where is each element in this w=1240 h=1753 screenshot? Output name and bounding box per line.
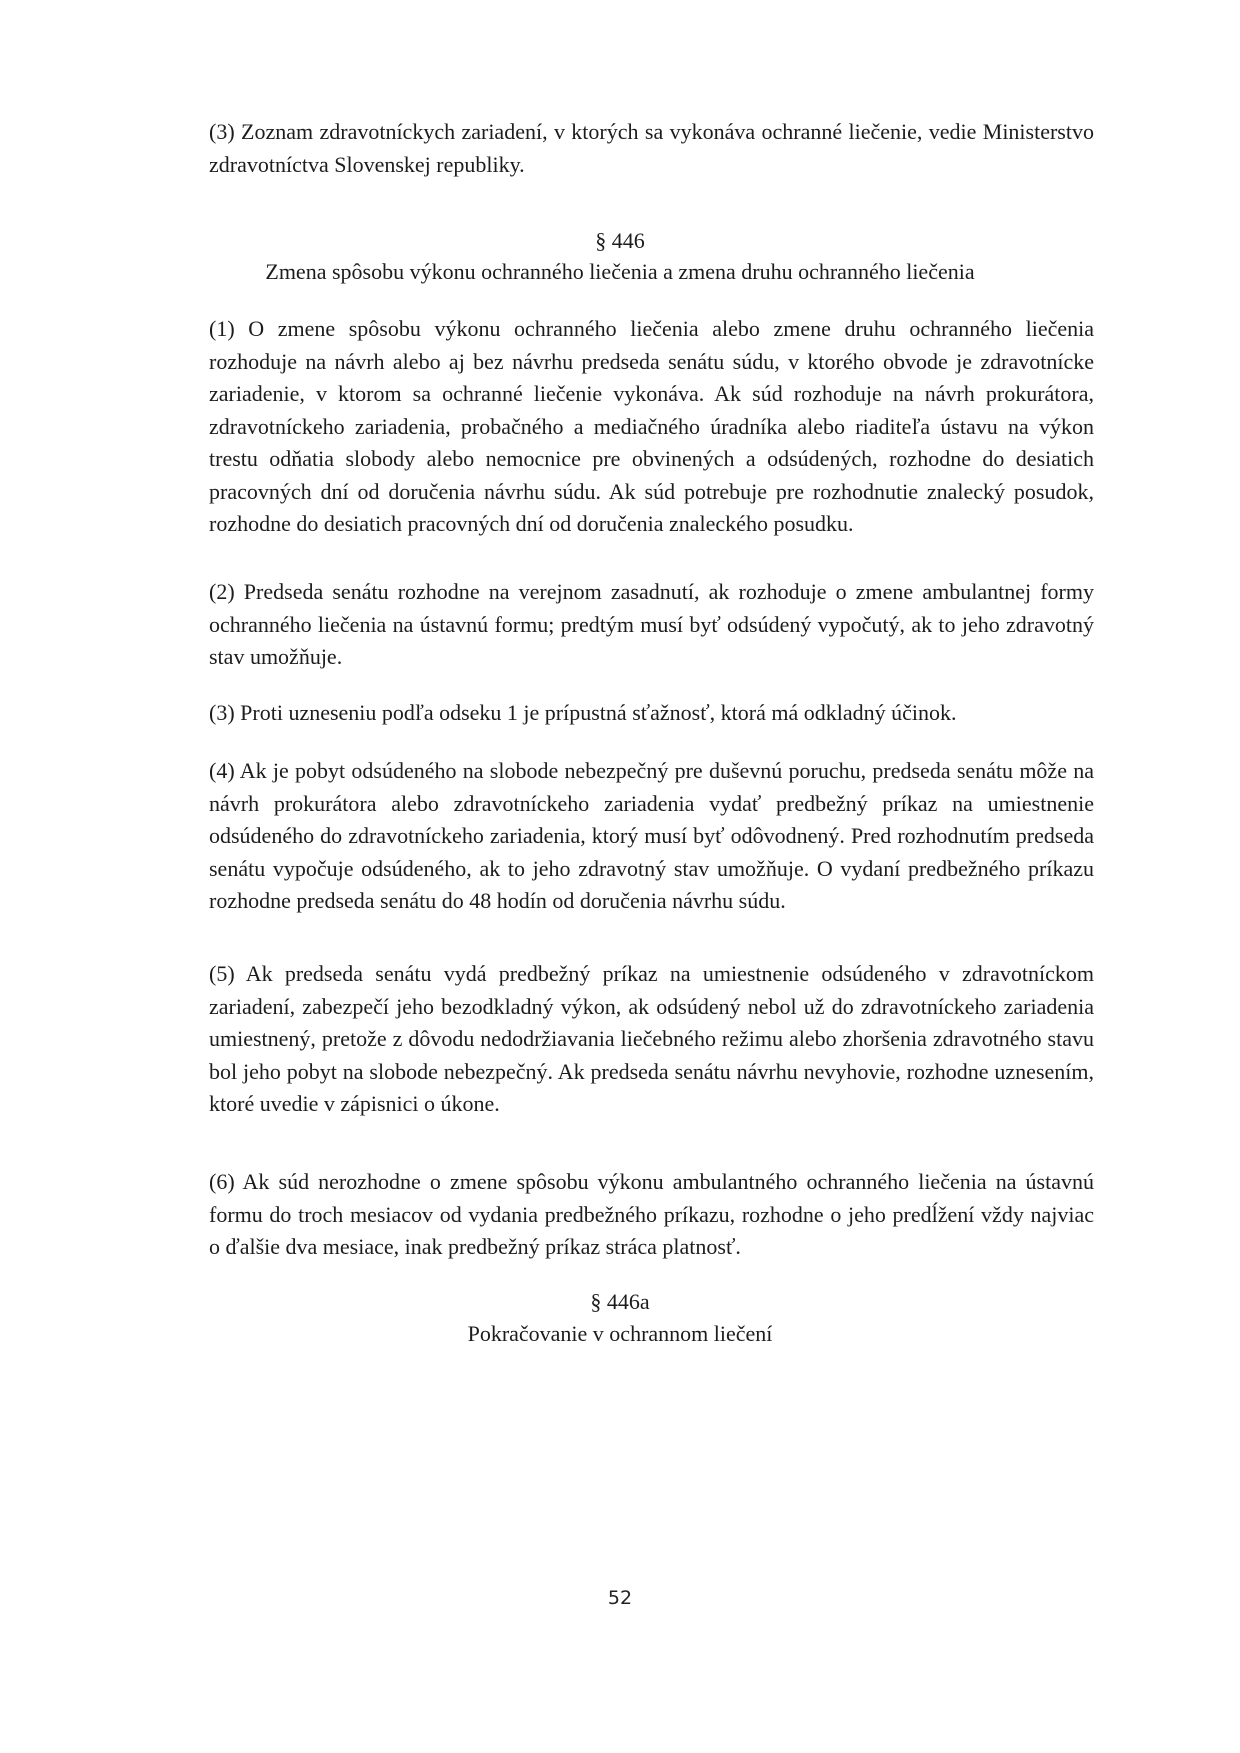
paragraph-446-4: (4) Ak je pobyt odsúdeného na slobode nebezpečný pre duševnú poruchu, predseda senátu môže na návrh prokurátora alebo zdravotníckeho zariadenia vydať predbežný príkaz na umiestnenie odsúdeného do zdravotníckeho zariadenia, ktorý musí byť odôvodnený. Pred rozhodnutím predseda senátu vypočuje odsúdeného, ak to jeho zdravotný stav umožňuje. O vydaní predbežného príkazu rozhodne predseda senátu do 48 hodín od doručenia návrhu súdu. <box>209 758 1094 913</box>
paragraph-446-2: (2) Predseda senátu rozhodne na verejnom zasadnutí, ak rozhoduje o zmene ambulantnej formy ochranného liečenia na ústavnú formu; predtým musí byť odsúdený vypočutý, ak to jeho zdravotný stav umožňuje. <box>209 579 1094 669</box>
section-446a-number: § 446a <box>590 1289 650 1314</box>
section-446a-title: Pokračovanie v ochrannom liečení <box>467 1321 773 1346</box>
page-number: 52 <box>607 1587 633 1609</box>
section-446-title: Zmena spôsobu výkonu ochranného liečenia a zmena druhu ochranného liečenia <box>265 259 975 284</box>
section-446-number: § 446 <box>595 228 645 253</box>
paragraph-446-5: (5) Ak predseda senátu vydá predbežný príkaz na umiestnenie odsúdeného v zdravotníckom zariadení, zabezpečí jeho bezodkladný výkon, ak odsúdený nebol už do zdravotníckeho zariadenia umiestnený, pretože z dôvodu nedodržiavania liečebného režimu alebo zhoršenia zdravotného stavu bol jeho pobyt na slobode nebezpečný. Ak predseda senátu návrhu nevyhovie, rozhodne uznesením, ktoré uvedie v zápisnici o úkone. <box>209 961 1094 1116</box>
paragraph-445-3: (3) Zoznam zdravotníckych zariadení, v ktorých sa vykonáva ochranné liečenie, vedie Ministerstvo zdravotníctva Slovenskej republiky. <box>209 119 1094 177</box>
paragraph-446-1: (1) O zmene spôsobu výkonu ochranného liečenia alebo zmene druhu ochranného liečenia rozhoduje na návrh alebo aj bez návrhu predseda senátu súdu, v ktorého obvode je zdravotnícke zariadenie, v ktorom sa ochranné liečenie vykonáva. Ak súd rozhoduje na návrh prokurátora, zdravotníckeho zariadenia, probačného a mediačného úradníka alebo riaditeľa ústavu na výkon trestu odňatia slobody alebo nemocnice pre obvinených a odsúdených, rozhodne do desiatich pracovných dní od doručenia návrhu súdu. Ak súd potrebuje pre rozhodnutie znalecký posudok, rozhodne do desiatich pracovných dní od doručenia znaleckého posudku. <box>209 316 1094 536</box>
paragraph-446-6: (6) Ak súd nerozhodne o zmene spôsobu výkonu ambulantného ochranného liečenia na ústavnú formu do troch mesiacov od vydania predbežného príkazu, rozhodne o jeho predĺžení vždy najviac o ďalšie dva mesiace, inak predbežný príkaz stráca platnosť. <box>209 1169 1094 1259</box>
paragraph-446-3: (3) Proti uzneseniu podľa odseku 1 je prípustná sťažnosť, ktorá má odkladný účinok. <box>209 700 957 725</box>
